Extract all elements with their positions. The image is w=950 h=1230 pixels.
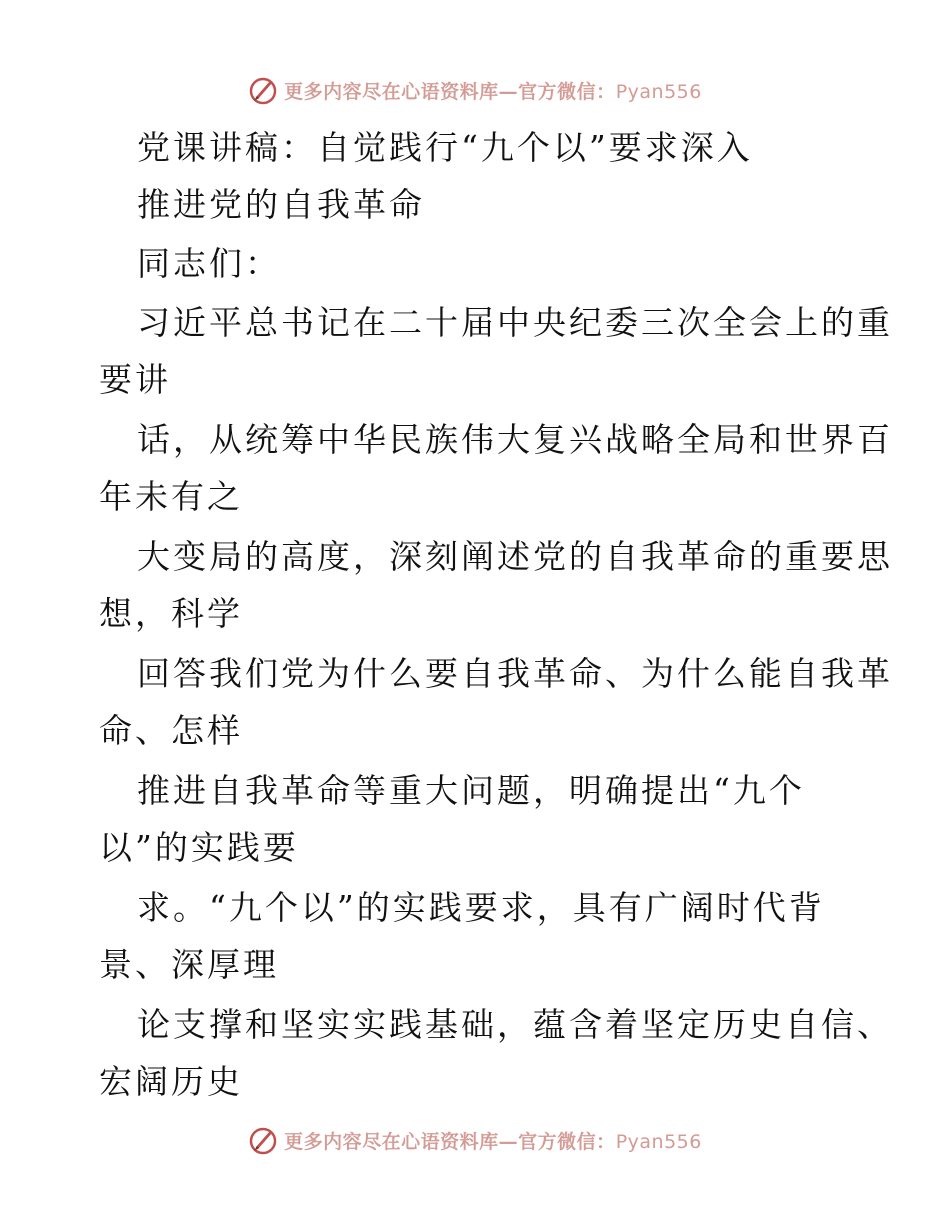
paragraph-line: 大变局的高度，深刻阐述党的自我革命的重要思 xyxy=(137,537,893,576)
paragraph-line: 宏阔历史 xyxy=(99,1062,243,1101)
document-title-line-2: 推进党的自我革命 xyxy=(137,185,425,224)
paragraph-line: 推进自我革命等重大问题，明确提出“九个 xyxy=(137,771,805,810)
paragraph-line: 回答我们党为什么要自我革命、为什么能自我革 xyxy=(137,654,893,693)
banner-main-text: 更多内容尽在心语资料库 xyxy=(284,80,499,103)
document-title-line-1: 党课讲稿：自觉践行“九个以”要求深入 xyxy=(137,128,753,167)
footer-banner xyxy=(0,1120,950,1160)
banner-main-text: 更多内容尽在心语资料库 xyxy=(284,1130,499,1153)
paragraph-line: 想，科学 xyxy=(99,594,243,633)
banner-wechat-id: Pyan556 xyxy=(615,1130,702,1153)
paragraph-line: 求。“九个以”的实践要求，具有广阔时代背 xyxy=(137,888,825,927)
paragraph-line: 话，从统筹中华民族伟大复兴战略全局和世界百 xyxy=(137,420,893,459)
paragraph-line: 习近平总书记在二十届中央纪委三次全会上的重 xyxy=(137,303,893,342)
quill-logo-icon xyxy=(248,1125,278,1155)
paragraph-line: 要讲 xyxy=(99,360,171,399)
paragraph-line: 命、怎样 xyxy=(99,711,243,750)
salutation: 同志们： xyxy=(137,244,281,283)
banner-dash: — xyxy=(498,80,519,103)
paragraph-line: 景、深厚理 xyxy=(99,945,279,984)
paragraph-line: 以”的实践要 xyxy=(99,828,299,867)
banner-wechat-label: 官方微信： xyxy=(518,80,616,103)
banner-text xyxy=(284,77,702,104)
banner-wechat-id: Pyan556 xyxy=(615,80,702,103)
header-banner xyxy=(0,70,950,110)
paragraph-line: 论支撑和坚实实践基础，蕴含着坚定历史自信、 xyxy=(137,1005,893,1044)
quill-logo-icon xyxy=(248,75,278,105)
paragraph-line: 年未有之 xyxy=(99,477,243,516)
banner-dash: — xyxy=(498,1130,519,1153)
banner-wechat-label: 官方微信： xyxy=(518,1130,616,1153)
banner-text xyxy=(284,1127,702,1154)
